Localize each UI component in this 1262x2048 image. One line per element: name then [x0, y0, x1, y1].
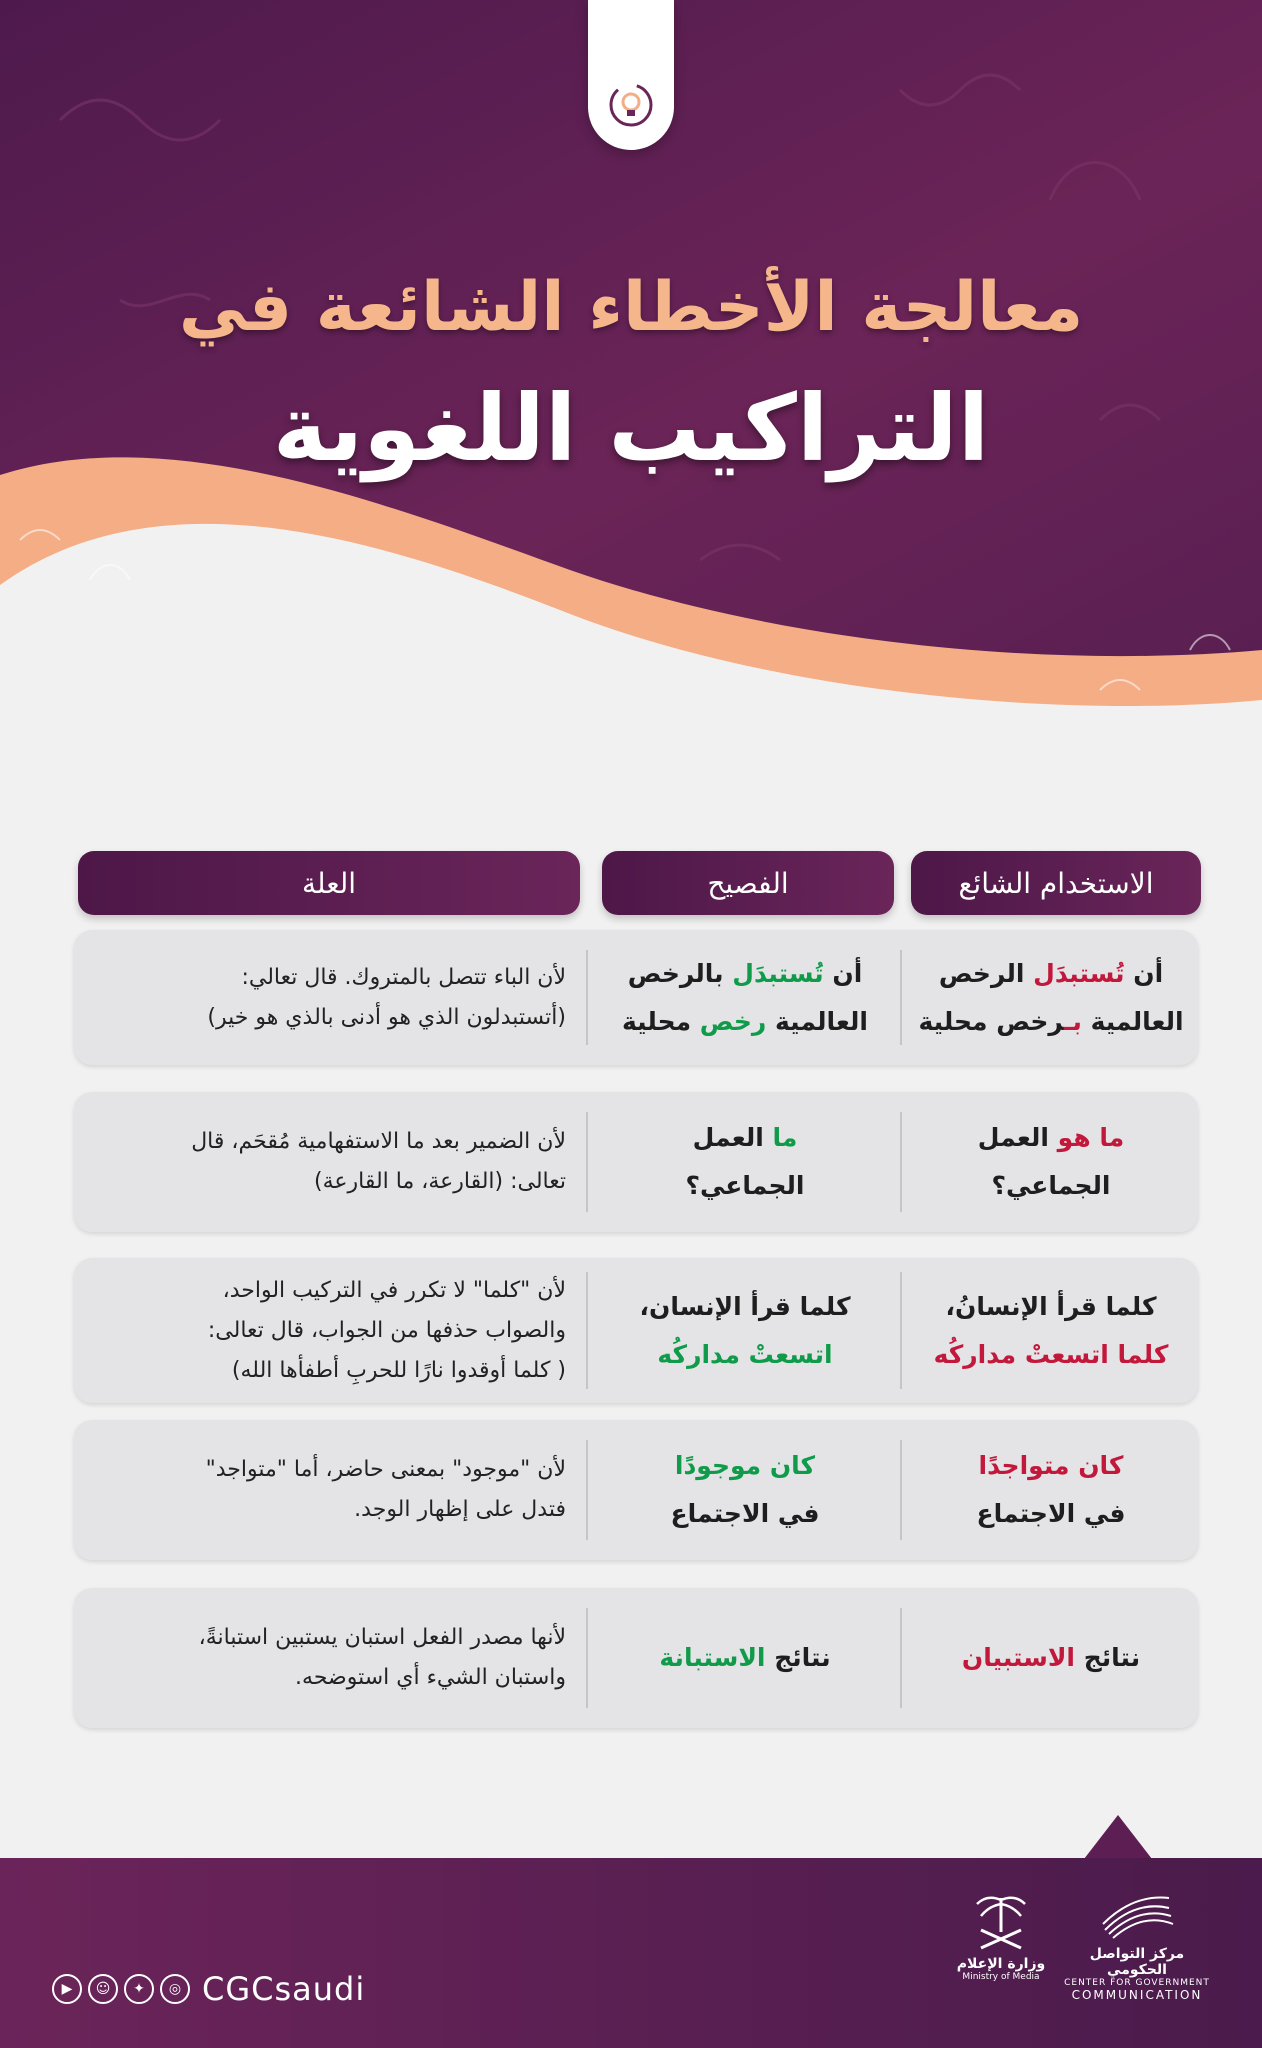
reason-line: (أتستبدلون الذي هو أدنى بالذي هو خير): [207, 1004, 566, 1030]
usage-line: [918, 998, 1183, 1046]
usage-line: [693, 1114, 798, 1162]
palm-swords-icon: [971, 1890, 1031, 1952]
usage-line: [934, 1331, 1169, 1379]
usage-text: العمل: [977, 1123, 1058, 1152]
usage-text: الرخص: [938, 958, 1034, 988]
usage-line: [659, 1634, 830, 1682]
common-error-text: الاستبيان: [961, 1643, 1076, 1672]
usage-text: محلية: [622, 1006, 700, 1036]
usage-text: العمل: [692, 1123, 773, 1152]
usage-text: بالرخص: [627, 958, 733, 988]
usage-text: أن: [823, 958, 863, 988]
reason-line: لأنها مصدر الفعل استبان يستبين استبانةً،: [198, 1625, 566, 1650]
ministry-name-ar: وزارة الإعلام: [956, 1956, 1046, 1972]
reason-line: والصواب حذفها من الجواب، قال تعالى:: [207, 1317, 566, 1343]
reason-line: واستبان الشيء أي استوضحه.: [295, 1665, 566, 1690]
table-row: [74, 1258, 1198, 1403]
correct-usage-cell: [586, 1608, 902, 1708]
instagram-icon[interactable]: ◎: [160, 1974, 190, 2004]
usage-line: [686, 1162, 805, 1210]
correct-form-text: اتسعتْ مداركُه: [657, 1339, 833, 1369]
common-error-text: كان متواجدًا: [978, 1451, 1124, 1480]
usage-line: [977, 1490, 1126, 1538]
common-usage-cell: [900, 1272, 1200, 1389]
correct-usage-cell: [586, 950, 902, 1045]
usage-text: في الاجتماع: [976, 1499, 1126, 1528]
reason-line: لأن "كلما" لا تكرر في التركيب الواحد،: [222, 1277, 566, 1303]
usage-line: [622, 998, 868, 1046]
cgc-wave-icon: [1097, 1890, 1177, 1942]
usage-text: الجماعي؟: [991, 1171, 1111, 1200]
correct-form-text: الاستبانة: [659, 1643, 766, 1672]
common-error-text: بـ: [1063, 1006, 1082, 1036]
usage-line: [992, 1162, 1111, 1210]
title-line-1: معالجة الأخطاء الشائعة في: [178, 268, 1084, 347]
common-error-text: ما هو: [1057, 1123, 1125, 1152]
usage-text: كلما قرأ الإنسانُ،: [945, 1291, 1157, 1321]
center-name-ar: مركز التواصل الحكومي: [1089, 1946, 1185, 1978]
common-error-text: كلما اتسعتْ مداركُه: [933, 1339, 1169, 1369]
reason-cell: [94, 1440, 566, 1540]
col-header-reason: العلة: [78, 851, 580, 915]
col-header-correct: الفصيح: [602, 851, 894, 915]
reason-line: لأن الضمير بعد ما الاستفهامية مُقحَم، قال: [191, 1129, 566, 1154]
table-row: [74, 1588, 1198, 1728]
social-links: [52, 1970, 365, 2008]
usage-text: العالمية: [766, 1006, 868, 1036]
reason-line: فتدل على إظهار الوجد.: [354, 1497, 566, 1522]
common-usage-cell: [900, 950, 1200, 1045]
usage-text: نتائج: [1075, 1643, 1141, 1672]
correct-usage-cell: [586, 1112, 902, 1212]
reason-line: لأن الباء تتصل بالمتروك. قال تعالي:: [241, 964, 566, 990]
cgc-logo: [1062, 1890, 1212, 2002]
reason-cell: [94, 950, 566, 1045]
correct-form-text: رخص: [699, 1006, 767, 1036]
youtube-icon[interactable]: ▶: [52, 1974, 82, 2004]
reason-cell: [94, 1266, 566, 1395]
usage-line: [979, 1442, 1124, 1490]
table-row: [74, 1092, 1198, 1232]
usage-text: أن: [1124, 958, 1164, 988]
usage-line: [671, 1490, 820, 1538]
common-error-text: تُستبدَل: [1033, 958, 1125, 988]
table-row: [74, 1420, 1198, 1560]
common-usage-cell: [900, 1608, 1200, 1708]
footer-notch: [1084, 1815, 1152, 1859]
ministry-name-en: Ministry of Media: [962, 1972, 1040, 1982]
usage-text: رخص محلية: [918, 1006, 1064, 1036]
reason-line: لأن "موجود" بمعنى حاضر، أما "متواجد": [205, 1457, 566, 1482]
reason-cell: [94, 1112, 566, 1212]
title-line-2: التراكيب اللغوية: [272, 375, 990, 482]
reason-cell: [94, 1608, 566, 1708]
center-name-en-2: COMMUNICATION: [1071, 1988, 1203, 2002]
usage-line: [939, 950, 1163, 998]
usage-text: نتائج: [765, 1643, 831, 1672]
col-header-common: الاستخدام الشائع: [911, 851, 1201, 915]
usage-text: الجماعي؟: [685, 1171, 805, 1200]
usage-line: [962, 1634, 1140, 1682]
snapchat-icon[interactable]: ☺: [88, 1974, 118, 2004]
usage-line: [657, 1331, 832, 1379]
table-row: [74, 930, 1198, 1065]
usage-line: [628, 950, 863, 998]
center-name-en-1: CENTER FOR GOVERNMENT: [1064, 1978, 1210, 1988]
correct-form-text: كان موجودًا: [674, 1451, 816, 1480]
correct-usage-cell: [586, 1272, 902, 1389]
twitter-icon[interactable]: ✦: [124, 1974, 154, 2004]
reason-line: ( كلما أوقدوا نارًا للحربِ أطفأها الله): [231, 1357, 566, 1383]
social-handle[interactable]: CGCsaudi: [202, 1970, 366, 2008]
usage-text: كلما قرأ الإنسان،: [639, 1291, 851, 1321]
correct-form-text: ما: [772, 1123, 798, 1152]
correct-form-text: تُستبدَل: [732, 958, 824, 988]
usage-line: [639, 1283, 850, 1331]
top-badge: [588, 0, 674, 150]
usage-line: [945, 1283, 1156, 1331]
common-usage-cell: [900, 1112, 1200, 1212]
usage-text: العالمية: [1081, 1006, 1184, 1036]
usage-text: في الاجتماع: [670, 1499, 820, 1528]
usage-line: [675, 1442, 815, 1490]
common-usage-cell: [900, 1440, 1200, 1540]
reason-line: تعالى: (القارعة، ما القارعة): [313, 1169, 566, 1194]
correct-usage-cell: [586, 1440, 902, 1540]
lightbulb-gear-icon: [606, 80, 656, 130]
usage-line: [978, 1114, 1124, 1162]
ministry-logo: [946, 1890, 1056, 1982]
